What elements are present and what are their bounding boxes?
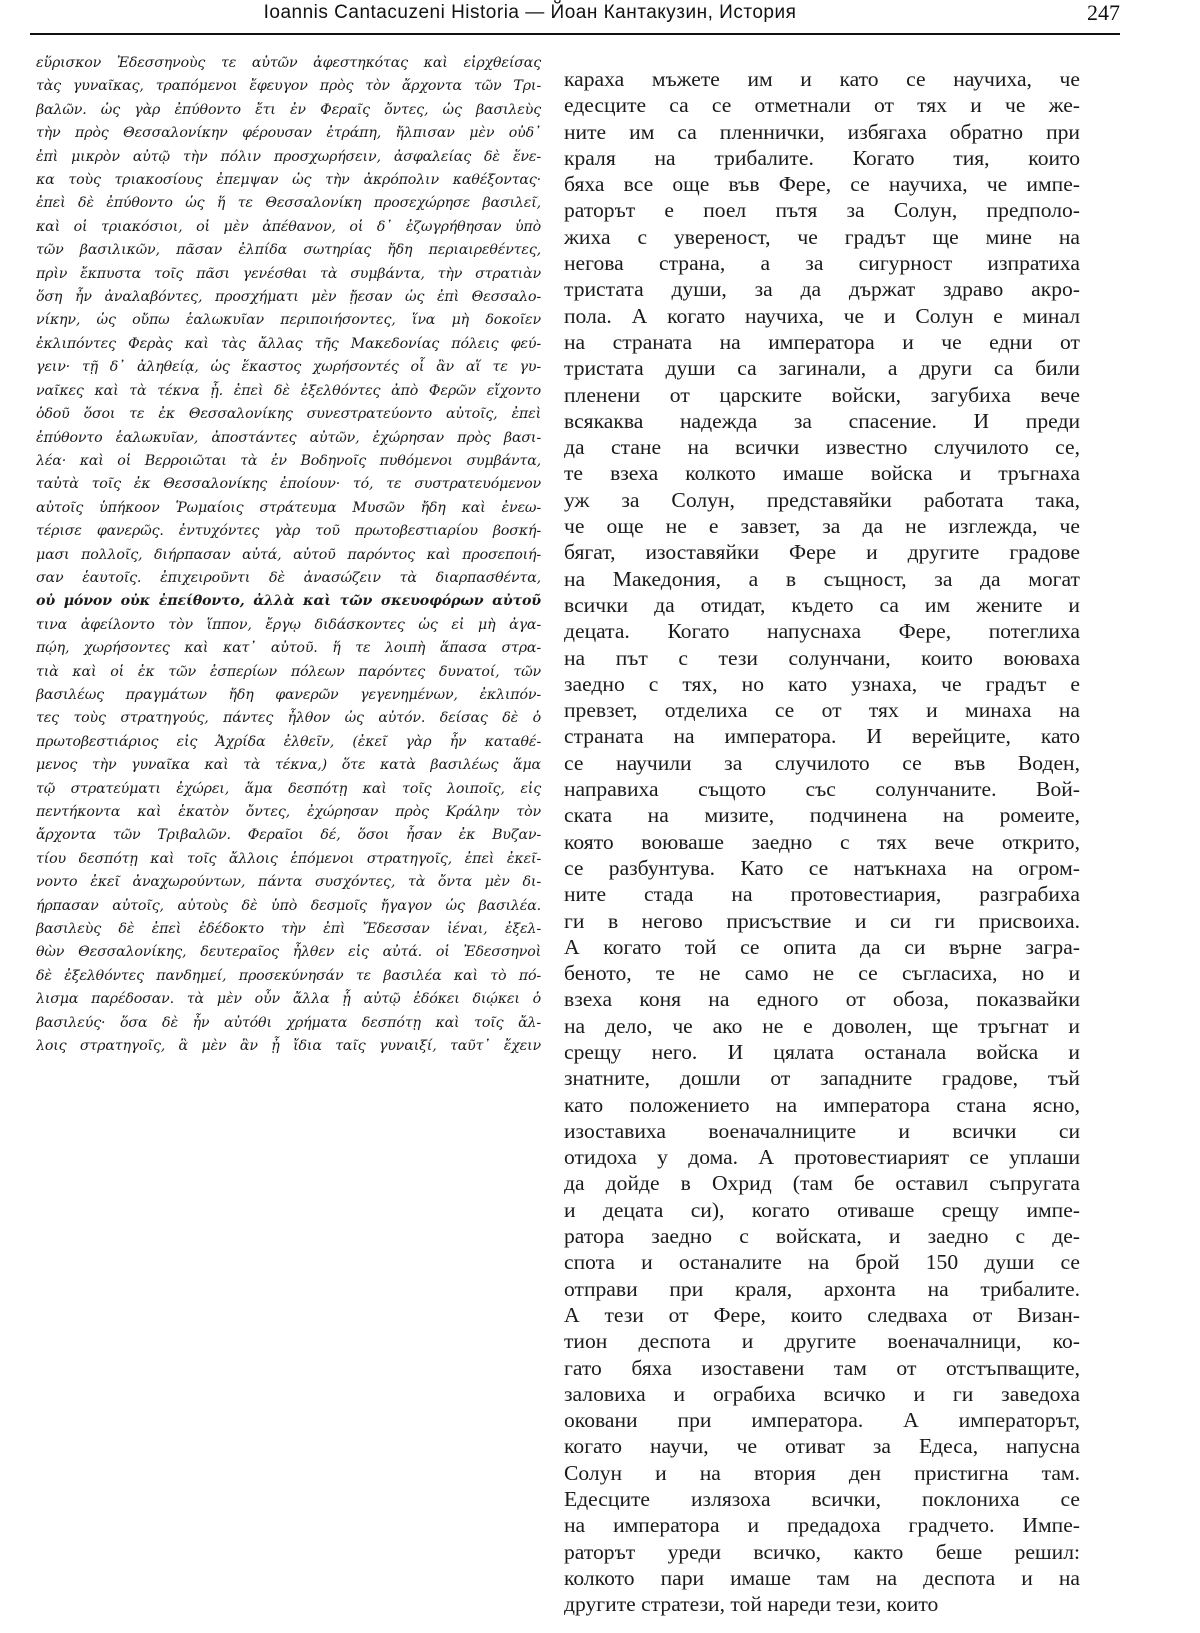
bulgarian-text-line: на императора и предадоха градчето. Импе- [564,1513,1080,1538]
greek-text-line: ταὐτὰ τοῖς ἐκ Θεσσαλονίκης ἐποίουν· τό, τε συστρατευόμενον [36,476,541,493]
bulgarian-text-line: краля на трибалите. Когато тия, които [564,145,1080,170]
greek-text-line: λοις στρατηγοῖς, ἃ μὲν ἂν ᾖ ἴδια ταῖς γυναιξί, ταῦτ᾽ ἔχειν [36,1038,541,1055]
bulgarian-text-line: да дойде в Охрид (там бе оставил съпругата [564,1171,1080,1196]
bulgarian-text-line: направиха същото със солунчаните. Вой- [564,777,1080,802]
bulgarian-text-line: негова страна, а за сигурност изпратиха [564,251,1080,276]
bulgarian-text-line: пленени от царските войски, загубиха вече [564,382,1080,407]
bulgarian-text-line: беното, те не само не се съгласиха, но и [564,961,1080,986]
bulgarian-text-line: уж за Солун, представяйки работата така, [564,487,1080,512]
bulgarian-text-line: ните стада на протовестиария, разграбиха [564,882,1080,907]
greek-text-line: ἐκλιπόντες Φερὰς καὶ τὰς ἄλλας τῆς Μακεδονίας πόλεις φεύ- [36,335,541,352]
bulgarian-text-line: знатните, дошли от западните градове, тъй [564,1066,1080,1091]
bulgarian-text-line: на път с тези солунчани, които воюваха [564,645,1080,670]
greek-text-line: βαλῶν. ὡς γὰρ ἐπύθοντο ἔτι ἐν Φεραῖς ὄντες, ὡς βασιλεὺς [36,101,541,118]
bulgarian-text-line: колкото пари имаше там на деспота и на [564,1565,1080,1590]
bulgarian-text-line: А когато той се опита да си върне загра- [564,934,1080,959]
bulgarian-text-line: се научили за случилото се във Воден, [564,750,1080,775]
greek-text-line: γειν· τῇ δ᾽ ἀληθείᾳ, ὡς ἕκαστος χωρήσοντές οἷ ἂν αἵ τε γυ- [36,359,541,376]
greek-text-line: ἐπὶ μικρὸν αὐτῷ τὴν πόλιν προσχωρήσειν, ἀσφαλείας δὲ ἕνε- [36,148,541,165]
bulgarian-text-line: А тези от Фере, които следваха от Визан- [564,1302,1080,1327]
greek-text-line: θὼν Θεσσαλονίκης, δευτεραῖος ἦλθεν εἰς αὐτά. οἱ Ἐδεσσηνοὶ [36,944,541,961]
bulgarian-text-line: ратора заедно с войската, и заедно с де- [564,1224,1080,1249]
bulgarian-text-line: заедно с тях, но като узнаха, че градът е [564,671,1080,696]
bulgarian-text-line: тристата души са загинали, а други са били [564,356,1080,381]
page-number: 247 [1087,0,1120,25]
bulgarian-text-line: Солун и на втория ден пристигна там. [564,1460,1080,1485]
greek-text-line: κα τοὺς τριακοσίους ἐπεμψαν ὡς τὴν ἀκρόπολιν καθέξοντας· [36,172,541,189]
greek-text-line: τὴν πρὸς Θεσσαλονίκην φέρουσαν ἐτράπη, ἤλπισαν μὲν οὐδ᾽ [36,125,541,142]
bulgarian-text-line: бяха все още във Фере, се научиха, че импе- [564,172,1080,197]
bulgarian-text-line: когато научи, че отиват за Едеса, напусна [564,1434,1080,1459]
bulgarian-text-line: бягат, изоставяйки Фере и другите градове [564,540,1080,565]
bulgarian-text-line: ската на мизите, подчинена на ромеите, [564,803,1080,828]
bulgarian-text-line: ните им са пленнички, избягаха обратно при [564,119,1080,144]
bulgarian-text-line: взеха коня на едного от обоза, показвайки [564,987,1080,1012]
bulgarian-text-line: превзет, отделиха се от тях и минаха на [564,698,1080,723]
bulgarian-text-column [564,66,1080,1618]
greek-text-line: βασιλεύς· ὅσα δὲ ἦν αὐτόθι χρήματα δεσπότῃ καὶ τοῖς ἄλ- [36,1014,541,1031]
page-header [30,0,1120,30]
greek-text-line: τῷ στρατεύματι ἐχώρει, ἅμα δεσπότῃ καὶ τοῖς λοιποῖς, εἰς [36,780,541,797]
bulgarian-text-line: те взеха колкото имаше войска и тръгнаха [564,461,1080,486]
greek-text-line: καὶ οἱ τριακόσιοι, οἱ μὲν ἀπέθανον, οἱ δ᾽ ἐζωγρήθησαν ὑπὸ [36,218,541,235]
bulgarian-text-line: че още не е завзет, за да не изглежда, че [564,514,1080,539]
bulgarian-text-line: да стане на всички известно случилото се, [564,435,1080,460]
bulgarian-text-line: раторът е поел пътя за Солун, предполо- [564,198,1080,223]
greek-text-line: λισμα παρέδοσαν. τὰ μὲν οὖν ἄλλα ᾗ αὐτῷ ἐδόκει διῴκει ὁ [36,991,541,1008]
bulgarian-text-line: оковани при императора. А императорът, [564,1408,1080,1433]
greek-text-line: ὅση ἦν ἀναλαβόντες, προσχήματι μὲν ᾔεσαν ὡς ἐπὶ Θεσσαλο- [36,289,541,306]
bulgarian-text-line: на Македония, а в същност, за да могат [564,566,1080,591]
greek-text-line: τιὰ καὶ οἱ ἐκ τῶν ἑσπερίων πόλεων παρόντες δυνατοί, τῶν [36,663,541,680]
bulgarian-text-line: която воюваше заедно с тях вече открито, [564,829,1080,854]
greek-text-line: ναῖκες καὶ τὰ τέκνα ᾖ. ἐπεὶ δὲ ἐξελθόντες ἀπὸ Φερῶν εἴχοντο [36,382,541,399]
greek-text-line: νοντο ἐκεῖ ἀναχωρούντων, πάντα συσχόντες, τὰ ὄντα μὲν δι- [36,874,541,891]
bulgarian-text-line: тристата души, за да държат здраво акро- [564,277,1080,302]
bulgarian-text-line: на дело, че ако не е доволен, ще тръгнат и [564,1013,1080,1038]
greek-text-line: ἐπύθοντο ἑαλωκυῖαν, ἀποστάντες αὐτῶν, ἐχώρησαν πρὸς βασι- [36,429,541,446]
bulgarian-text-line: отидоха у дома. А протовестиарият се уплаши [564,1145,1080,1170]
greek-text-line: πρὶν ἔκπυστα τοῖς πᾶσι γενέσθαι τὰ συμβάντα, τὴν στρατιὰν [36,265,541,282]
greek-text-line: τὰς γυναῖκας, τραπόμενοι ἔφευγον πρὸς τὸν ἄρχοντα τῶν Τρι- [36,78,541,95]
greek-text-line: ὁδοῦ ὅσοι τε ἐκ Θεσσαλονίκης συνεστρατεύοντο αὐτοῖς, ἐπεὶ [36,406,541,423]
bulgarian-text-line: като положението на императора стана ясно, [564,1092,1080,1117]
bulgarian-text-line: караха мъжете им и като се научиха, че [564,67,1080,91]
greek-text-line: σαν ἑαυτοῖς. ἐπιχειροῦντι δὲ ἀνασώζειν τὰ διαρπασθέντα, [36,569,541,586]
header-rule [30,33,1120,35]
greek-text-line: πῴη, χωρήσοντες καὶ κατ᾽ αὐτοῦ. ἥ τε λοιπὴ ἅπασα στρα- [36,640,541,657]
greek-text-line: αὐτοῖς ὑπήκοον Ῥωμαίοις στράτευμα Μυσῶν ἤδη καὶ ἐνεω- [36,499,541,516]
greek-text-line: βασιλέως πραγμάτων ἤδη φανερῶν γεγενημένων, ἐκλιπόν- [36,686,541,703]
greek-text-line: ήρπασαν αὐτοῖς, αὐτοὺς δὲ ὑπὸ δεσμοῖς ἤγαγον ὡς βασιλέα. [36,897,541,914]
greek-text-line: μασι πολλοῖς, διήρπασαν αὐτά, αὐτοῦ παρόντος καὶ προσεποιή- [36,546,541,563]
bulgarian-text-line: на страната на императора и че едни от [564,329,1080,354]
bulgarian-text-line: гато бяха изоставени там от отстъпващите, [564,1355,1080,1380]
bulgarian-text-line: тион деспота и другите военачалници, ко- [564,1329,1080,1354]
greek-text-line: τίου δεσπότῃ καὶ τοῖς ἄλλοις ἑπόμενοι στρατηγοῖς, ἐπεὶ ἐκεῖ- [36,850,541,867]
greek-text-line: τινα ἀφείλοντο τὸν ἵππον, ἔργῳ διδάσκοντες ὡς εἰ μὴ ἀγα- [36,616,541,633]
bulgarian-text-line: ги в негово присъствие и си ги присвоиха. [564,908,1080,933]
bulgarian-text-line: Едесците излязоха всички, поклониха се [564,1487,1080,1512]
greek-text-line: εὕρισκον Ἐδεσσηνοὺς τε αὐτῶν ἀφεστηκότας καὶ εἰρχθείσας [36,55,541,71]
bulgarian-text-line: другите стратези, той нареди тези, които [564,1592,939,1617]
bulgarian-text-line: едесците са се отметнали от тях и че же- [564,93,1080,118]
greek-text-line: τῶν βασιλικῶν, πᾶσαν ἐλπίδα σωτηρίας ἤδη περιαιρεθέντες, [36,242,541,259]
bulgarian-text-line: заловиха и ограбиха всичко и ги заведоха [564,1381,1080,1406]
bulgarian-text-line: пола. А когато научиха, че и Солун е минал [564,303,1080,328]
bulgarian-text-line: всякаква надежда за спасение. И преди [564,408,1080,433]
bulgarian-text-line: срещу него. И цялата останала войска и [564,1039,1080,1064]
greek-text-line: δὲ ἐξελθόντες πανδημεί, προσεκύνησάν τε βασιλέα καὶ τὸ πό- [36,967,541,984]
bulgarian-text-line: спота и останалите на брой 150 души се [564,1250,1080,1275]
greek-text-line: πρωτοβεστιάριος εἰς Ἀχρίδα ἐλθεῖν, (ἐκεῖ γὰρ ἦν καταθέ- [36,733,541,750]
greek-text-line: λέα· καὶ οἱ Βερροιῶται τὰ ἐν Βοδηνοῖς πυθόμενοι συμβάντα, [36,452,541,469]
bulgarian-text-line: жиха с увереност, че градът ще мине на [564,224,1080,249]
greek-text-line: ἄρχοντα τῶν Τριβαλῶν. Φεραῖοι δέ, ὅσοι ἦσαν ἐκ Βυζαν- [36,827,541,844]
running-title: Ioannis Cantacuzeni Historia — Йоан Кантакузин, История [263,2,797,23]
bulgarian-text-line: раторът уреди всичко, както беше решил: [564,1539,1080,1564]
bulgarian-text-line: отправи при краля, архонта на трибалите. [564,1276,1080,1301]
bulgarian-text-line: страната на императора. И верейците, като [564,724,1080,749]
greek-text-line: οὐ μόνον οὐκ ἐπείθοντο, ἀλλὰ καὶ τῶν σκευοφόρων αὐτοῦ [36,593,541,610]
greek-text-line: πεντήκοντα καὶ ἑκατὸν ὄντες, ἐχώρησαν πρὸς Κράλην τὸν [36,804,541,820]
bulgarian-text-line: всички да отидат, където са им жените и [564,592,1080,617]
bulgarian-text-line: децата. Когато напуснаха Фере, потеглиха [564,619,1080,644]
greek-text-column [36,52,541,1058]
greek-text-line: μενος τὴν γυναῖκα καὶ τὰ τέκνα,) ὅτε κατὰ βασιλέως ἅμα [36,757,541,774]
greek-text-line: τέρισε φανερῶς. ἐντυχόντες γὰρ τοῦ πρωτοβεστιαρίου βοσκή- [36,523,541,540]
bulgarian-text-line: се разбунтува. Като се натъкнаха на огром- [564,855,1080,880]
greek-text-line: τες τοὺς στρατηγούς, πάντες ἦλθον ὡς αὐτόν. δείσας δὲ ὁ [36,710,541,727]
greek-text-line: ἐπεὶ δὲ ἐπύθοντο ὡς ἥ τε Θεσσαλονίκη προσεχώρησε βασιλεῖ, [36,195,541,212]
greek-text-line: βασιλεὺς δὲ ἐπεὶ ἐδέδοκτο τὴν ἐπὶ Ἔδεσσαν ἰέναι, ἐξελ- [36,921,541,938]
greek-text-line: νίκην, ὡς οὔπω ἑαλωκυῖαν περιποιήσοντες, ἵνα μὴ δοκοῖεν [36,312,541,329]
bulgarian-text-line: изоставиха военачалниците и всички си [564,1118,1080,1143]
bulgarian-text-line: и децата си), когато отиваше срещу импе- [564,1197,1080,1222]
